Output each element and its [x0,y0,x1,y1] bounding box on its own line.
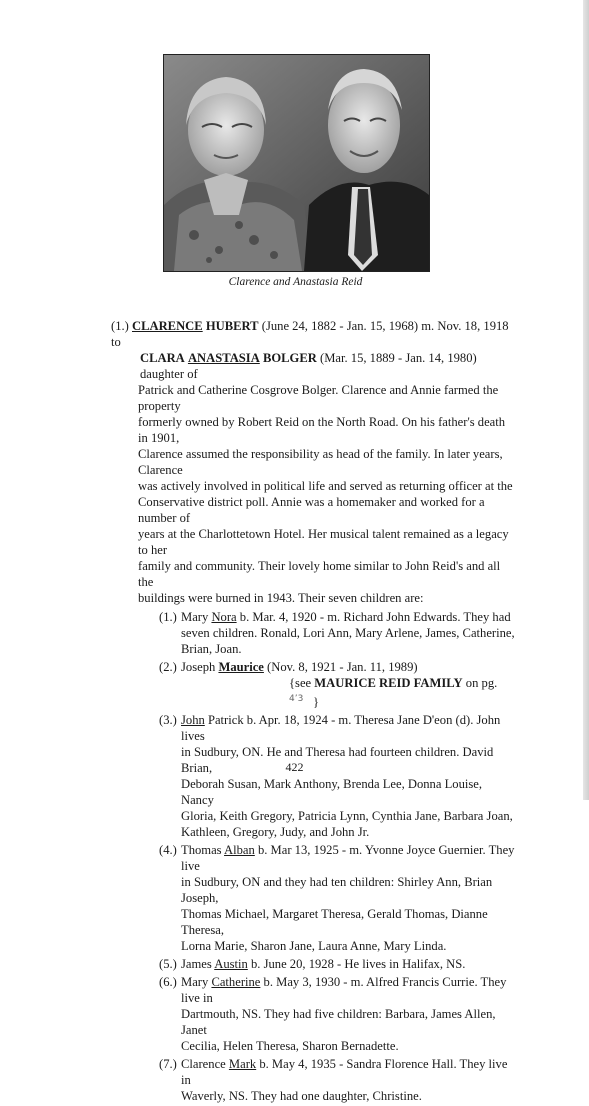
bio-line: buildings were burned in 1943. Their seven children are: [138,591,424,605]
child-details-line: Cecilia, Helen Theresa, Sharon Bernadette. [181,1039,399,1054]
child-first-name: James [181,957,215,972]
bio-line: Patrick and Catherine Cosgrove Bolger. Clarence and Annie farmed the property [138,383,499,413]
child-number: (2.) [159,660,177,674]
child-details: b. Mar. 4, 1920 - m. Richard John Edwards. They had [236,610,511,624]
child-called-name: Austin [214,957,248,972]
child-called-name: Mark [228,1057,257,1072]
child-details-line: in Sudbury, ON and they had ten children: Shirley Ann, Brian Joseph, [181,875,493,906]
portrait-photo-icon [164,55,429,271]
child-details: b. May 4, 1935 - Sandra Florence Hall. They live in [181,1057,508,1088]
child-called-name: Catherine [211,975,261,990]
child-details-line: Waverly, NS. They had one daughter, Christine. [181,1089,422,1104]
biography-text [111,382,516,606]
child-details-line: Lorna Marie, Sharon Jane, Laura Anne, Mary Linda. [181,939,447,954]
child-entry [111,842,516,954]
cross-reference [181,675,516,710]
child-details: Patrick b. Apr. 18, 1924 - m. Theresa Jane D'eon (d). John lives [181,713,501,744]
child-first-name: Clarence [181,1057,229,1072]
page-number: 422 [285,760,304,774]
see-prefix: {see [289,676,315,690]
husband-middle-name: HUBERT [205,319,259,333]
child-first-name: Joseph [181,660,219,674]
child-first-name: Thomas [181,843,225,858]
child-details-line: Kathleen, Gregory, Judy, and John Jr. [181,825,370,840]
bio-line: years at the Charlottetown Hotel. Her musical talent remained as a legacy to her [138,527,509,557]
see-close: } [313,695,320,710]
child-called-name: John [181,713,205,728]
family-record [111,318,516,1106]
child-number: (6.) [159,975,177,990]
child-entry [111,1056,516,1104]
portrait-photo [163,54,430,272]
child-details-line: in Sudbury, ON. He and Theresa had fourteen children. David Brian, [181,745,494,776]
wife-first-name: CLARA [140,351,185,365]
child-details-line: seven children. Ronald, Lori Ann, Mary Arlene, James, Catherine, [181,626,515,640]
child-number: (7.) [159,1057,177,1072]
see-family-link: MAURICE REID FAMILY [314,676,463,690]
child-called-name: Maurice [218,660,264,674]
child-details-line: Deborah Susan, Mark Anthony, Brenda Lee, Donna Louise, Nancy [181,777,483,808]
child-details-line: Thomas Michael, Margaret Theresa, Gerald Thomas, Dianne Theresa, [181,907,488,938]
bio-line: was actively involved in political life and served as returning officer at the [138,479,513,493]
child-details-line: Gloria, Keith Gregory, Patricia Lynn, Cynthia Jane, Barbara Joan, [181,809,513,824]
child-details: b. June 20, 1928 - He lives in Halifax, NS. [247,957,466,972]
child-details: b. Mar 13, 1925 - m. Yvonne Joyce Guernier. They live [181,843,515,874]
child-called-name: Alban [224,843,255,858]
bio-line: Conservative district poll. Annie was a homemaker and worked for a number of [138,495,485,525]
child-entry [111,956,516,972]
child-number: (1.) [159,610,177,624]
intro-paragraph [111,318,516,382]
bio-line: Clarence assumed the responsibility as head of the family. In later years, Clarence [138,447,503,477]
child-number: (3.) [159,713,177,728]
child-number: (5.) [159,957,177,972]
photo-caption: Clarence and Anastasia Reid [228,276,363,288]
husband-dates: (June 24, 1882 - Jan. 15, 1968) m. Nov. 18, 1918 to [111,319,509,349]
child-called-name: Nora [211,610,237,624]
child-number: (4.) [159,843,177,858]
child-entry [111,659,516,710]
handwritten-page-note: 4’3 [289,694,304,704]
wife-dates: (Mar. 15, 1889 - Jan. 14, 1980) daughter of [140,351,477,381]
child-details-line: Brian, Joan. [181,642,242,656]
child-details: b. May 3, 1930 - m. Alfred Francis Currie. They live in [181,975,507,1006]
children-list [111,609,516,1104]
child-first-name: Mary [181,975,212,990]
wife-surname: BOLGER [262,351,317,365]
child-entry [111,609,516,657]
bio-line: family and community. Their lovely home similar to John Reid's and all the [138,559,501,589]
see-suffix: on pg. [462,676,498,690]
scan-edge [583,0,589,800]
entry-number: (1.) [111,319,129,333]
bio-line: formerly owned by Robert Reid on the North Road. On his father's death in 1901, [138,415,506,445]
child-first-name: Mary [181,610,212,624]
child-details: (Nov. 8, 1921 - Jan. 11, 1989) [263,660,418,674]
child-entry [111,712,516,840]
child-entry [111,974,516,1054]
husband-first-name: CLARENCE [132,319,203,333]
wife-middle-name: ANASTASIA [187,351,260,365]
child-details-line: Dartmouth, NS. They had five children: Barbara, James Allen, Janet [181,1007,496,1038]
